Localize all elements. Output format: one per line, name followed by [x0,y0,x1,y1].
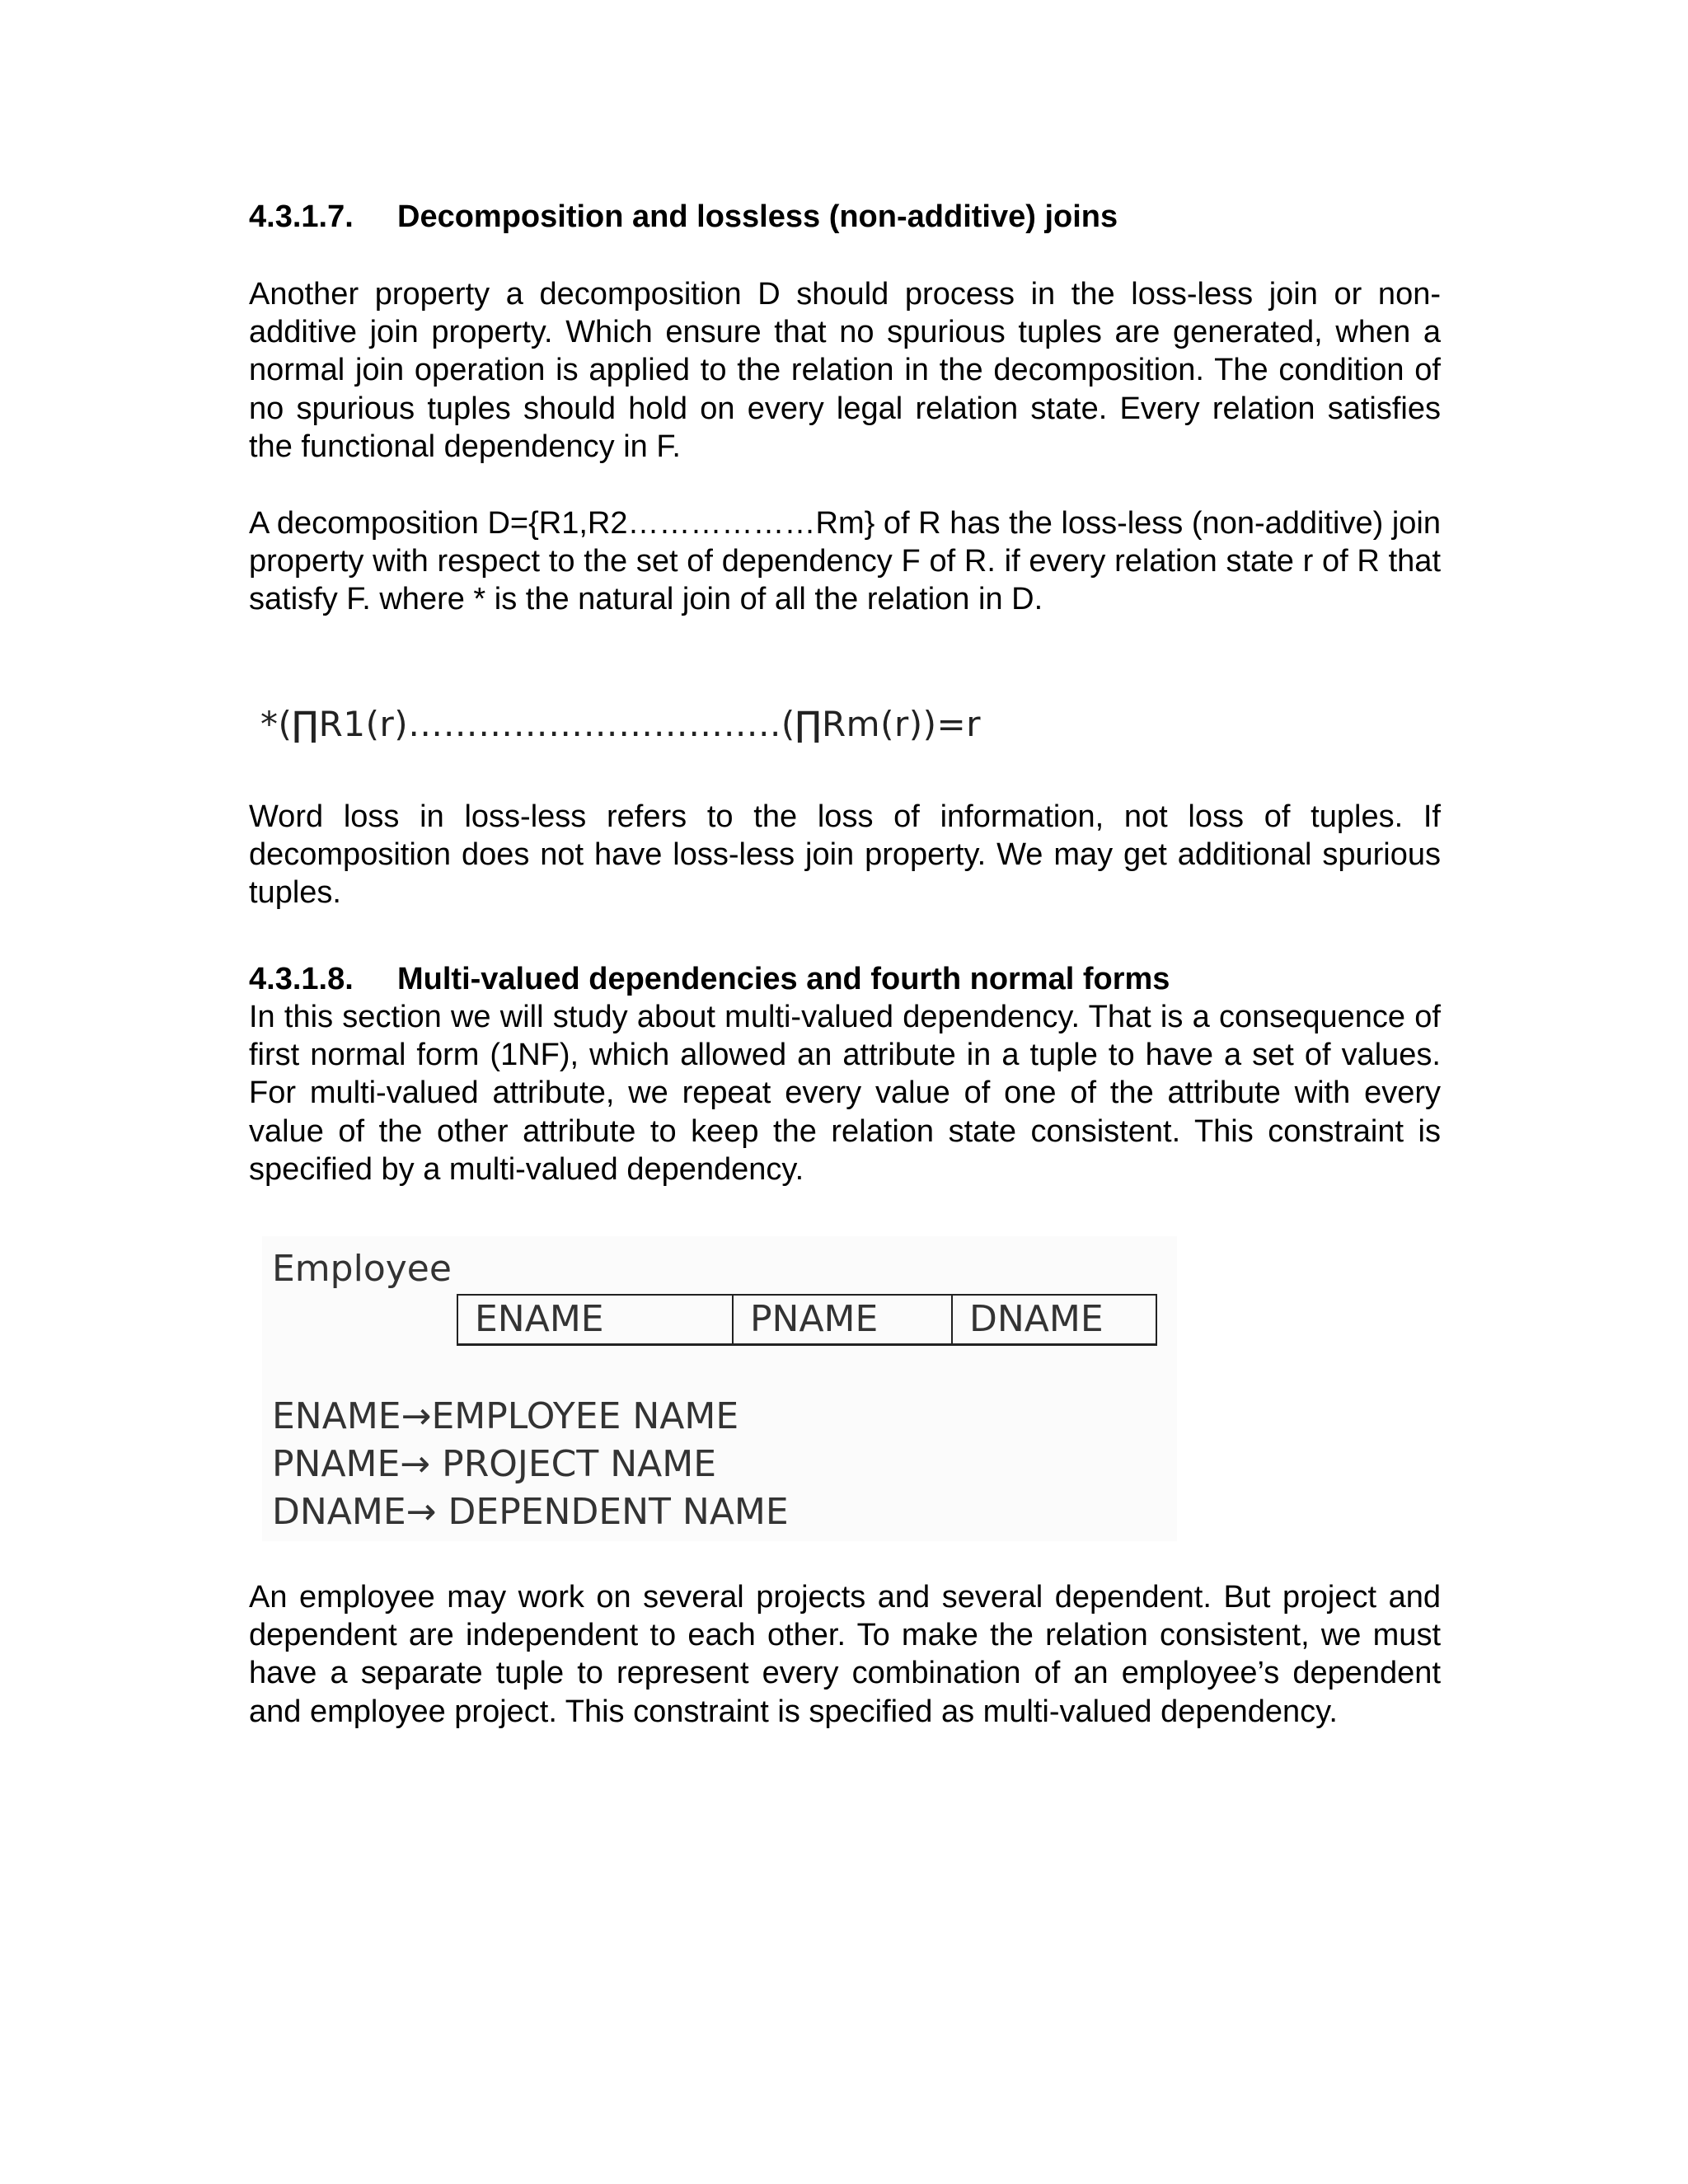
paragraph-decomposition-definition: A decomposition D={R1,R2………………Rm} of R has the loss-less (non-additive) join property with respect to the set of dependency F of R. if every relation state r of R that satisfy F. where * is the natural join of all the relation in D. [249,506,1441,617]
natural-join-formula: *(∏R1(r)…………………………..(∏Rm(r))=r [260,704,981,744]
legend-line: PNAME→ PROJECT NAME [272,1443,717,1485]
attribute-legend [272,1393,789,1536]
section-number: 4.3.1.8. [249,962,354,996]
paragraph-lossless-intro: Another property a decomposition D should process in the loss-less join or non-additive join property. Which ensure that no spurious tuples are generated, when a normal join operation is applied to the relation in the decomposition. The condition of no spurious tuples should hold on every legal relation state. Every relation satisfies the functional dependency in F. [249,277,1441,464]
relation-name: Employee [272,1248,452,1290]
paragraph-mvd-intro: In this section we will study about multi-valued dependency. That is a consequence of first normal form (1NF), which allowed an attribute in a tuple to have a set of values. For multi-valued attribute, we repeat every value of one of the attribute with every value of the other attribute to keep the relation state consistent. This constraint is specified by a multi-valued dependency. [249,1000,1441,1187]
section-heading-multivalued [249,960,1170,998]
section-number: 4.3.1.7. [249,199,354,234]
paragraph-mvd-example: An employee may work on several projects and several dependent. But project and dependent are independent to each other. To make the relation consistent, we must have a separate tuple to represent every combination of an employee’s dependent and employee project. This constraint is specified as multi-valued dependency. [249,1580,1441,1729]
legend-line: ENAME→EMPLOYEE NAME [272,1395,739,1437]
section-title: Decomposition and lossless (non-additive) joins [397,199,1118,234]
legend-line: DNAME→ DEPENDENT NAME [272,1491,789,1533]
relation-schema-table [457,1294,1157,1346]
section-title: Multi-valued dependencies and fourth normal forms [397,962,1170,996]
attribute-cell: ENAME [458,1296,734,1343]
attribute-cell: DNAME [953,1296,1157,1343]
section-heading-decomposition [249,198,1118,236]
paragraph-loss-meaning: Word loss in loss-less refers to the loss of information, not loss of tuples. If decomposition does not have loss-less join property. We may get additional spurious tuples. [249,799,1441,911]
attribute-cell: PNAME [734,1296,953,1343]
